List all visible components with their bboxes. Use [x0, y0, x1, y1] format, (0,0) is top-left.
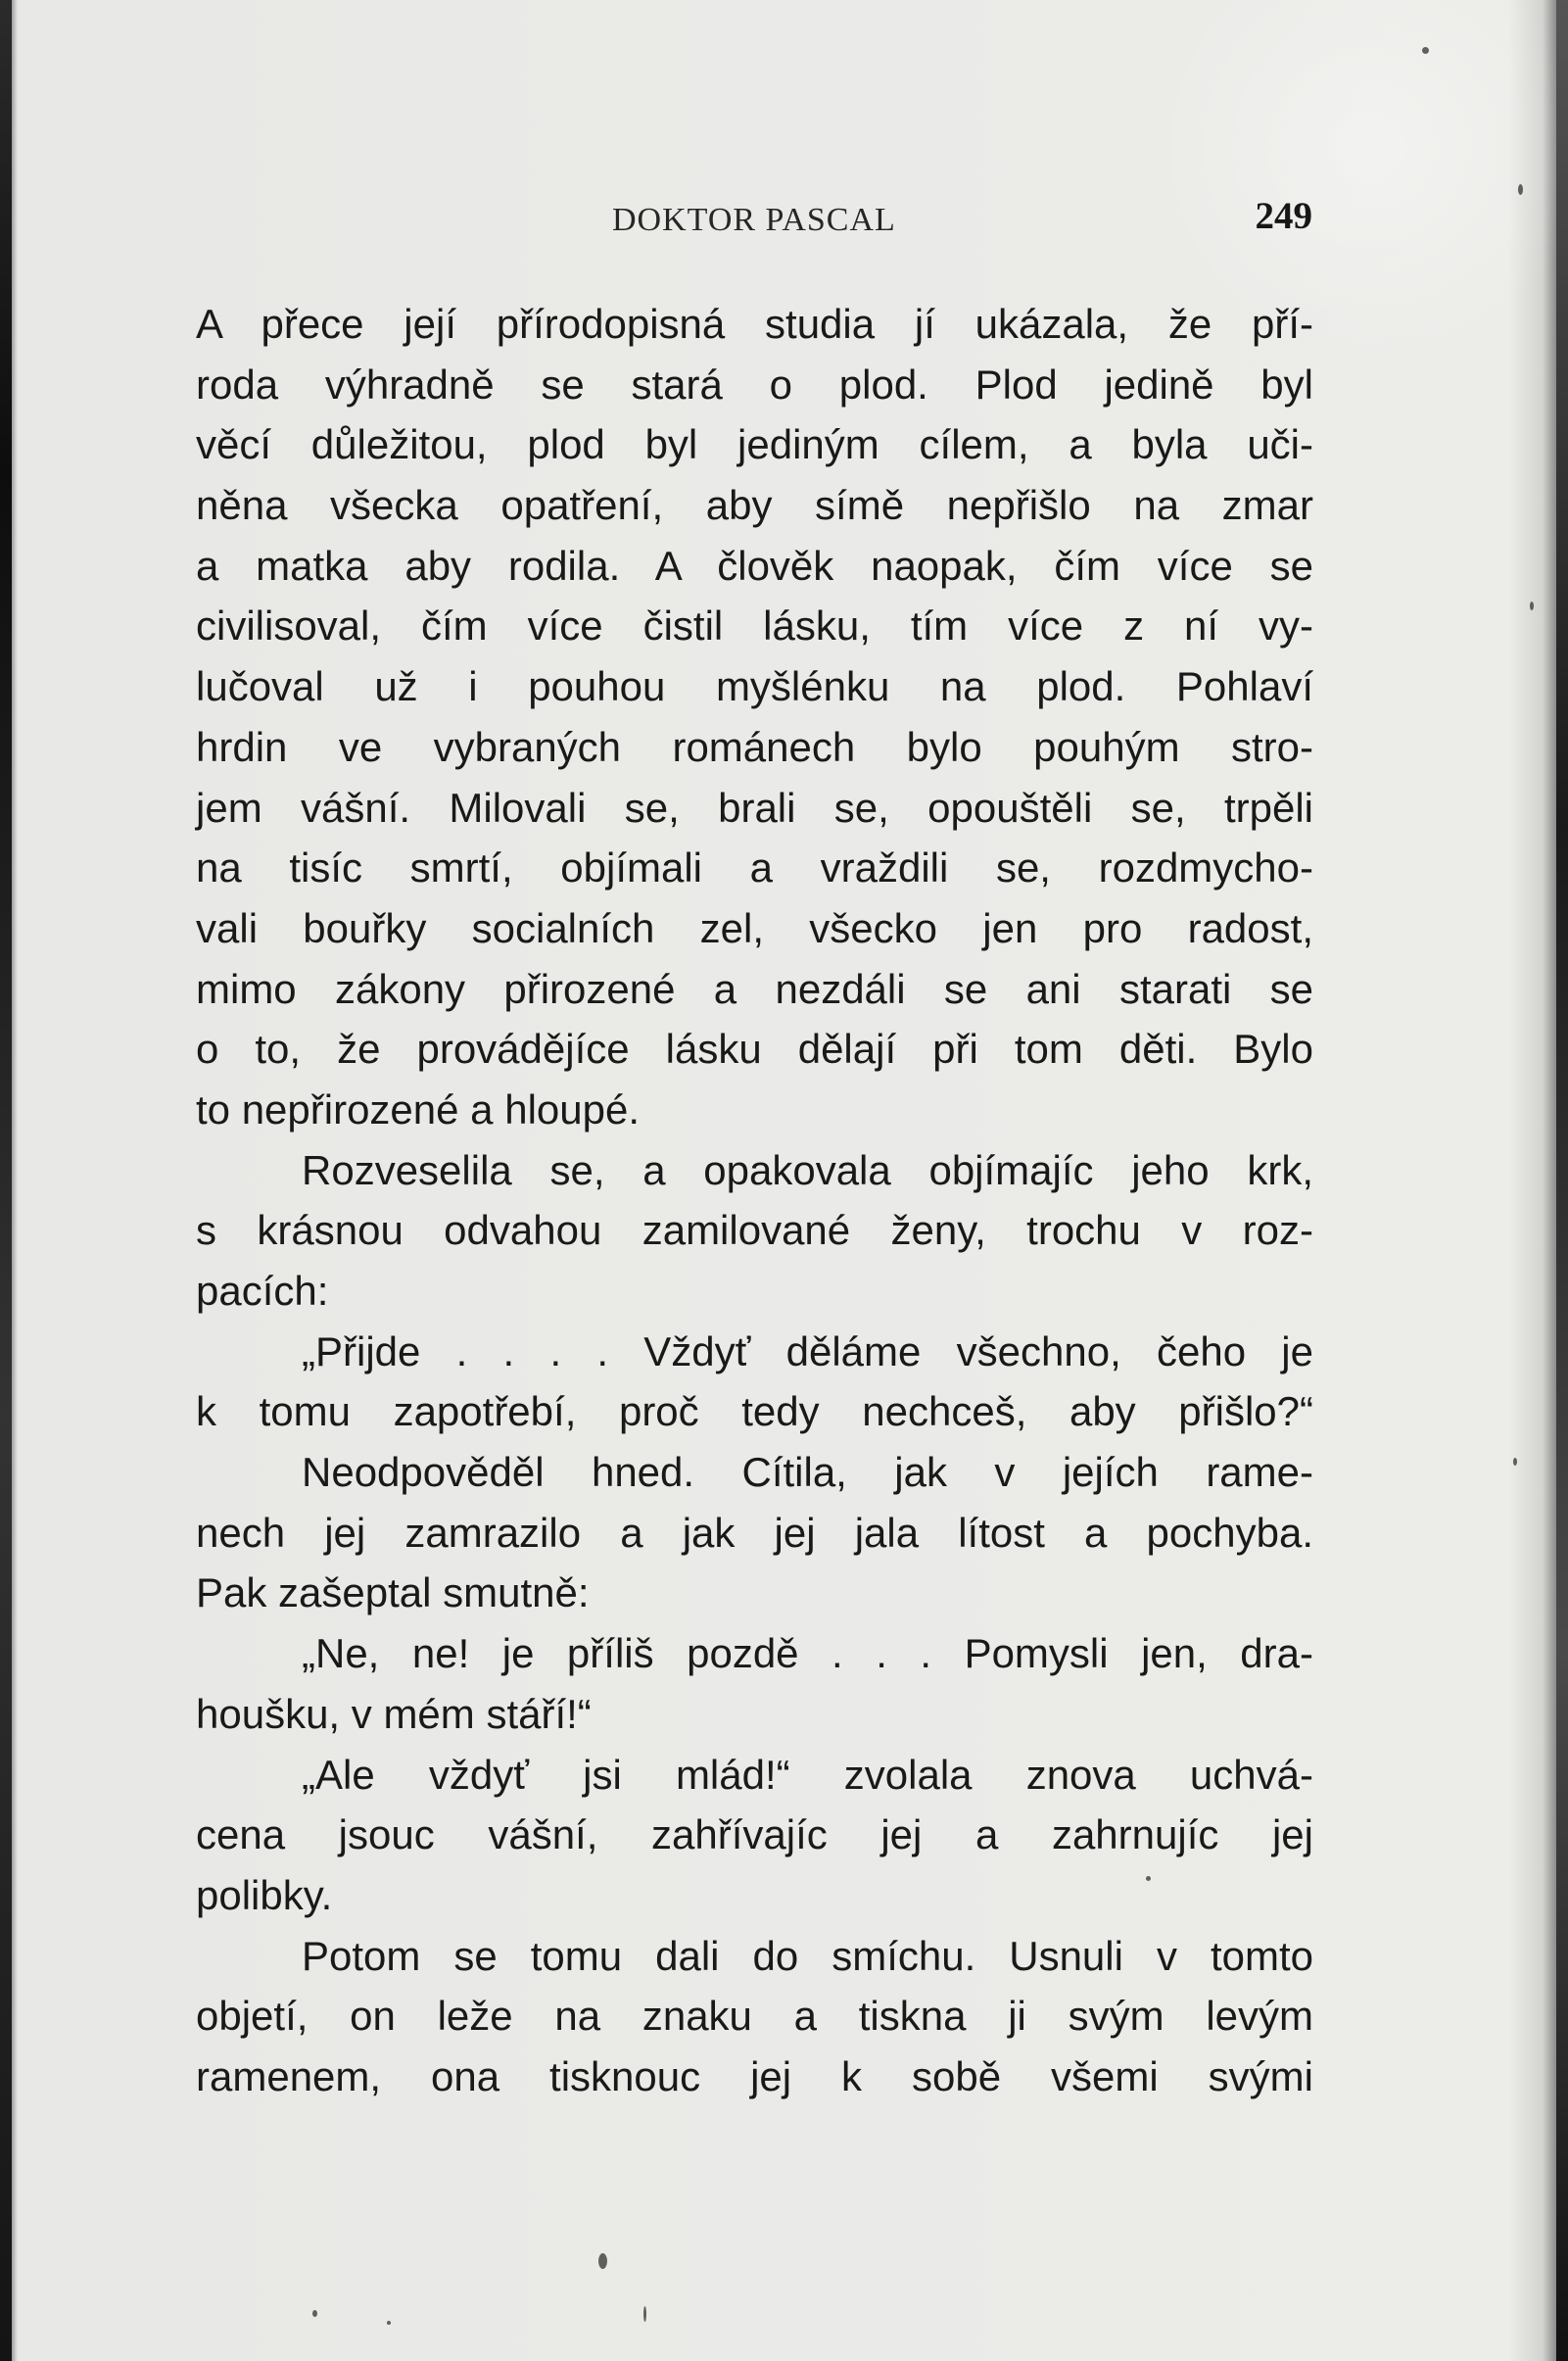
left-scan-edge	[0, 0, 12, 2361]
text-line-4: něna všecka opatření, aby símě nepřišlo na zmar	[196, 482, 1313, 529]
dust-speck	[1422, 47, 1429, 54]
text-line-20: Neodpověděl hned. Cítila, jak v jejích rame-	[302, 1449, 1313, 1496]
text-line-27: polibky.	[196, 1871, 333, 1918]
dust-speck	[312, 2310, 317, 2317]
text-line-3: věcí důležitou, plod byl jediným cílem, a byla uči-	[196, 421, 1313, 468]
body-text	[196, 294, 1313, 2107]
text-line-17: pacích:	[196, 1268, 329, 1314]
text-line-2: roda výhradně se stará o plod. Plod jedině byl	[196, 361, 1313, 408]
dust-speck	[1513, 1458, 1517, 1466]
dust-speck	[1518, 184, 1523, 195]
dust-speck	[387, 2321, 391, 2325]
text-line-8: hrdin ve vybraných románech bylo pouhým stro-	[196, 723, 1313, 770]
page-header	[196, 194, 1312, 241]
text-line-11: vali bouřky socialních zel, všecko jen pro radost,	[196, 904, 1313, 951]
right-scan-edge	[1556, 0, 1568, 2361]
text-line-22: Pak zašeptal smutně:	[196, 1569, 590, 1616]
text-line-10: na tisíc smrtí, objímali a vraždili se, rozdmycho-	[196, 844, 1313, 891]
text-line-14: to nepřirozené a hloupé.	[196, 1085, 640, 1132]
page-number: 249	[1255, 195, 1312, 237]
text-line-13: o to, že provádějíce lásku dělají při tom děti. Bylo	[196, 1026, 1313, 1073]
text-line-15: Rozveselila se, a opakovala objímajíc jeho krk,	[302, 1146, 1313, 1193]
text-line-21: nech jej zamrazilo a jak jej jala lítost a pochyba.	[196, 1509, 1313, 1556]
text-line-5: a matka aby rodila. A člověk naopak, čím více se	[196, 542, 1313, 589]
text-line-12: mimo zákony přirozené a nezdáli se ani starati se	[196, 965, 1313, 1012]
text-line-9: jem vášní. Milovali se, brali se, opouštěli se, trpěli	[196, 784, 1313, 831]
text-line-23: „Ne, ne! je příliš pozdě . . . Pomysli jen, dra-	[302, 1630, 1313, 1677]
text-line-30: ramenem, ona tisknouc jej k sobě všemi svými	[196, 2052, 1313, 2099]
running-head: DOKTOR PASCAL	[612, 202, 896, 238]
text-line-28: Potom se tomu dali do smíchu. Usnuli v tomto	[302, 1932, 1313, 1979]
text-line-1: A přece její přírodopisná studia jí ukázala, že pří-	[196, 301, 1313, 347]
text-line-6: civilisoval, čím více čistil lásku, tím více z ní vy-	[196, 602, 1313, 650]
dust-speck	[643, 2306, 646, 2322]
text-line-16: s krásnou odvahou zamilované ženy, trochu v roz-	[196, 1207, 1313, 1254]
text-line-19: k tomu zapotřebí, proč tedy nechceš, aby přišlo?“	[196, 1388, 1313, 1435]
text-line-26: cena jsouc vášní, zahřívajíc jej a zahrnujíc jej	[196, 1811, 1313, 1858]
text-line-24: houšku, v mém stáří!“	[196, 1690, 592, 1737]
text-line-7: lučoval už i pouhou myšlénku na plod. Pohlaví	[196, 663, 1313, 710]
text-line-25: „Ale vždyť jsi mlád!“ zvolala znova uchvá-	[302, 1751, 1313, 1798]
text-line-18: „Přijde . . . . Vždyť děláme všechno, čeho je	[302, 1327, 1313, 1374]
dust-speck	[598, 2253, 607, 2269]
dust-speck	[1530, 602, 1534, 610]
text-line-29: objetí, on leže na znaku a tiskna ji svým levým	[196, 1993, 1313, 2040]
